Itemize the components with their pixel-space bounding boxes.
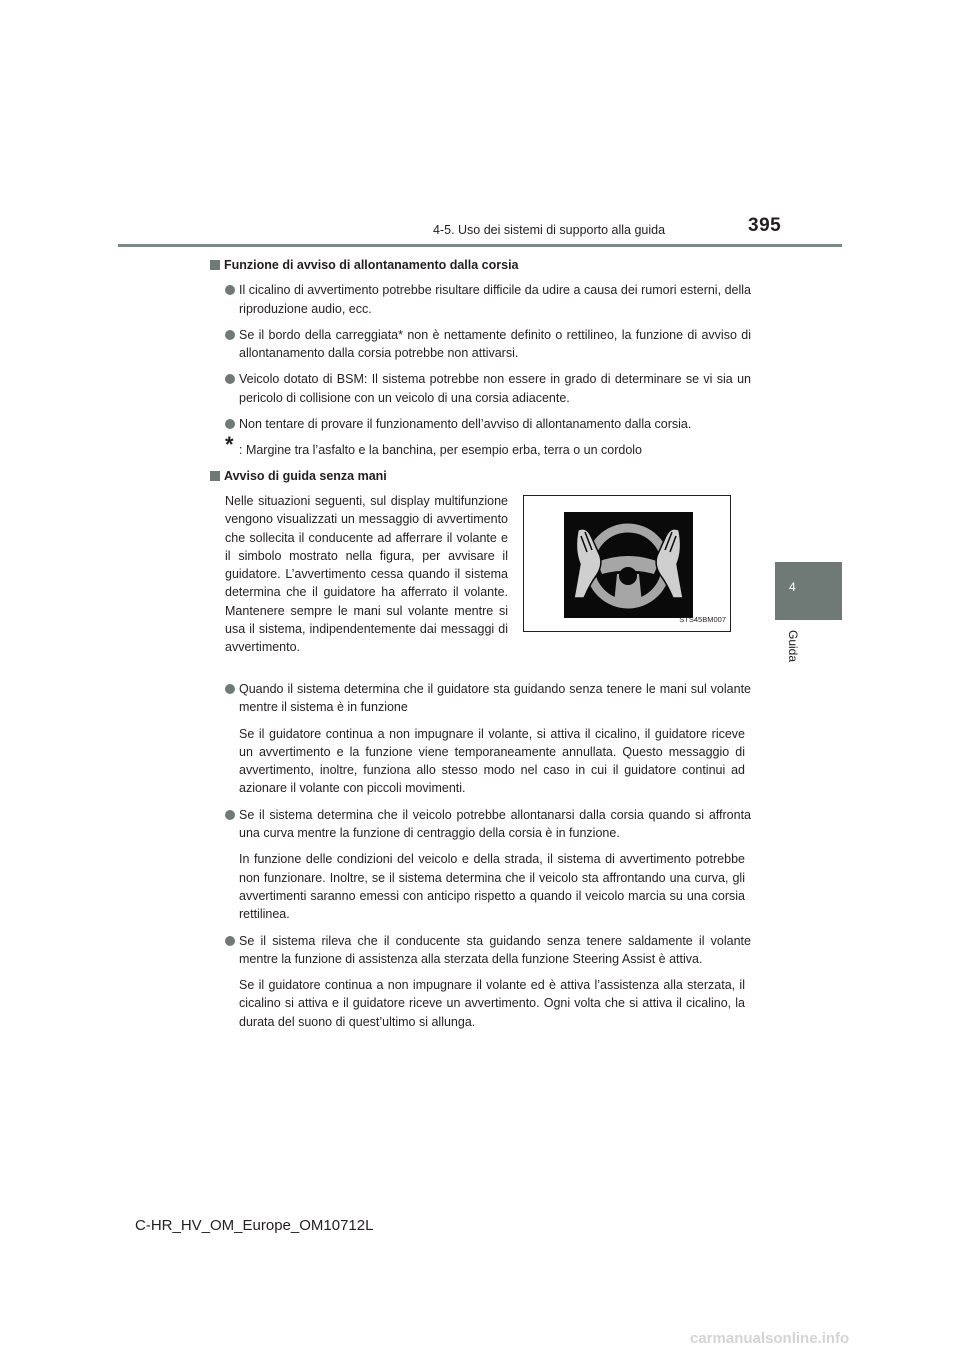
list-item xyxy=(210,680,751,717)
list-item xyxy=(210,281,751,318)
round-bullet-icon xyxy=(225,374,235,384)
document-code: C-HR_HV_OM_Europe_OM10712L xyxy=(135,1217,374,1234)
hands-on-wheel-icon xyxy=(564,512,693,618)
watermark: carmanualsonline.info xyxy=(690,1330,850,1347)
figure xyxy=(523,495,731,632)
list-item xyxy=(210,326,751,363)
list-item xyxy=(210,932,751,969)
footnote-text: : Margine tra l’asfalto e la banchina, per esempio erba, terra o un cordolo xyxy=(239,443,643,458)
section-heading-text: Funzione di avviso di allontanamento dalla corsia xyxy=(224,258,519,272)
multi-info-display xyxy=(564,512,693,618)
round-bullet-icon xyxy=(225,419,235,429)
square-bullet-icon xyxy=(210,260,220,270)
list-item-text: Quando il sistema determina che il guidatore sta guidando senza tenere le mani sul volante mentre il sistema è in funzione xyxy=(239,681,751,715)
figure-code: STS45BM007 xyxy=(679,614,726,624)
section-heading xyxy=(210,467,751,485)
round-bullet-icon xyxy=(225,330,235,340)
list-item-text: Veicolo dotato di BSM: Il sistema potrebbe non essere in grado di determinare se vi sia un pericolo di collisione con un veicolo di una corsia adiacente. xyxy=(239,372,751,405)
intro-with-figure xyxy=(210,492,751,672)
list-item-detail: Se il guidatore continua a non impugnare il volante ed è attiva l’assistenza alla sterzata, il cicalino si attiva e il guidatore riceve un avvertimento. Ogni volta che si attiva il cicalino, la durata del suono di quest’ultimo si allunga. xyxy=(239,978,745,1029)
section-heading xyxy=(210,256,751,274)
list-item xyxy=(210,806,751,843)
list-item-text: Se il sistema determina che il veicolo potrebbe allontanarsi dalla corsia quando si affronta una curva mentre la funzione di centraggio della corsia è in funzione. xyxy=(239,807,751,841)
footnote xyxy=(210,432,751,459)
chapter-tab-label: Guida xyxy=(786,630,800,663)
list-item-text: Se il sistema rileva che il conducente sta guidando senza tenere saldamente il volante mentre la funzione di assistenza alla sterzata della funzione Steering Assist è attiva. xyxy=(239,933,751,966)
round-bullet-icon xyxy=(225,936,235,946)
chapter-tab-number: 4 xyxy=(789,580,796,594)
list-item-text: Non tentare di provare il funzionamento dell’avviso di allontanamento dalla corsia. xyxy=(239,417,692,432)
square-bullet-icon xyxy=(210,471,220,481)
round-bullet-icon xyxy=(225,285,235,295)
list-item xyxy=(210,415,751,433)
page-content xyxy=(210,256,751,1039)
intro-paragraph: Nelle situazioni seguenti, sul display multifunzione vengono visualizzati un messaggio di avvertimento che sollecita il conducente ad afferrare il volante e il simbolo mostrato nella figura, per avvisare il guidatore. L’avvertimento cessa quando il sistema determina che il guidatore ha afferrato il volante. Mantenere sempre le mani sul volante mentre si usa il sistema, indipendentemente dai messaggi di avvertimento. xyxy=(225,493,508,655)
page-number: 395 xyxy=(748,215,782,236)
list-item-text: Se il bordo della carreggiata* non è nettamente definito o rettilineo, la funzione di avviso di allontanamento dalla corsia potrebbe non attivarsi. xyxy=(239,327,751,361)
list-item-text: Il cicalino di avvertimento potrebbe risultare difficile da udire a causa dei rumori esterni, della riproduzione audio, ecc. xyxy=(239,283,751,316)
chapter-tab xyxy=(775,562,842,620)
header-divider xyxy=(118,244,842,247)
header-section-title: 4-5. Uso dei sistemi di supporto alla guida xyxy=(433,223,666,237)
round-bullet-icon xyxy=(225,810,235,820)
list-item xyxy=(210,370,751,407)
list-item-detail: In funzione delle condizioni del veicolo e della strada, il sistema di avvertimento potrebbe non funzionare. Inoltre, se il sistema determina che il veicolo sta affrontando una curva, gli avvertimenti saranno emessi con anticipo rispetto a quando il veicolo marcia su una corsia rettilinea. xyxy=(239,852,745,922)
round-bullet-icon xyxy=(225,684,235,694)
footnote-asterisk: * xyxy=(225,432,234,458)
list-item-detail: Se il guidatore continua a non impugnare il volante, si attiva il cicalino, il guidatore riceve un avvertimento e la funzione viene temporaneamente annullata. Questo messaggio di avvertimento, inoltre, funziona allo stesso modo nel caso in cui il guidatore continui ad azionare il volante con piccoli movimenti. xyxy=(239,726,745,796)
section-heading-text: Avviso di guida senza mani xyxy=(224,468,387,483)
